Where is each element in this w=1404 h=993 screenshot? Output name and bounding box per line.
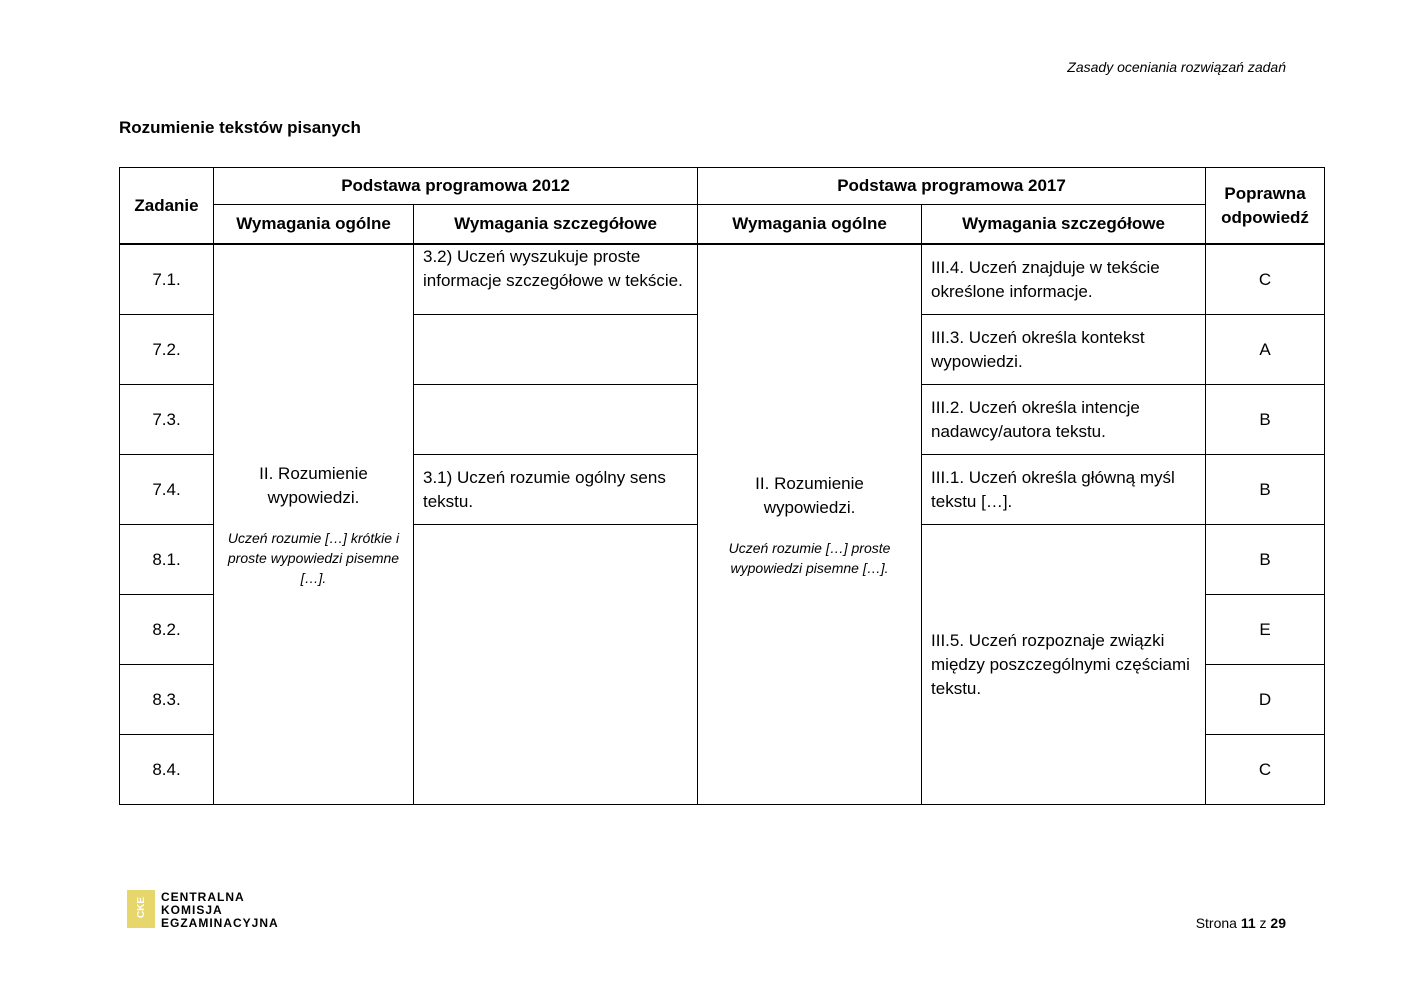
page-total: 29 xyxy=(1270,915,1286,931)
task-number: 8.1. xyxy=(120,525,214,595)
answer-cell: B xyxy=(1206,455,1325,525)
task-number: 7.4. xyxy=(120,455,214,525)
general-2012-cell xyxy=(214,244,414,805)
detailed-2012-cell: 3.2) Uczeń wyszukuje proste informacje szczegółowe w tekście. xyxy=(414,244,698,315)
answer-cell: B xyxy=(1206,525,1325,595)
task-number: 8.4. xyxy=(120,735,214,805)
header-zadanie: Zadanie xyxy=(120,168,214,245)
general-2012-main: II. Rozumienie wypowiedzi. xyxy=(259,463,368,507)
task-number: 7.1. xyxy=(120,244,214,315)
detailed-2017-cell: III.5. Uczeń rozpoznaje związki między poszczególnymi częściami tekstu. xyxy=(922,525,1206,805)
page-sep: z xyxy=(1259,915,1267,931)
detailed-2012-cell xyxy=(414,525,698,805)
page-number xyxy=(1196,915,1286,931)
cke-logo xyxy=(127,890,287,932)
answer-cell: A xyxy=(1206,315,1325,385)
detailed-2017-cell: III.4. Uczeń znajduje w tekście określone informacje. xyxy=(922,244,1206,315)
general-2012-sub: Uczeń rozumie […] krótkie i proste wypowiedzi pisemne […]. xyxy=(227,529,400,586)
detailed-2017-cell: III.3. Uczeń określa kontekst wypowiedzi. xyxy=(922,315,1206,385)
header-answer-label: Poprawna odpowiedź xyxy=(1221,183,1309,227)
detailed-2012-cell: 3.1) Uczeń rozumie ogólny sens tekstu. xyxy=(414,455,698,525)
general-2017-cell xyxy=(698,244,922,805)
cke-logo-line3: EGZAMINACYJNA xyxy=(161,916,279,930)
answer-cell: E xyxy=(1206,595,1325,665)
detailed-2017-cell: III.2. Uczeń określa intencje nadawcy/autora tekstu. xyxy=(922,385,1206,455)
section-title: Rozumienie tekstów pisanych xyxy=(119,118,361,137)
page-label: Strona xyxy=(1195,915,1237,931)
cke-logo-text xyxy=(161,891,279,930)
detailed-2012-cell xyxy=(414,385,698,455)
answer-cell: B xyxy=(1206,385,1325,455)
answer-cell: C xyxy=(1206,244,1325,315)
answer-cell: D xyxy=(1206,665,1325,735)
cke-logo-line1: CENTRALNA xyxy=(161,890,245,904)
task-number: 8.3. xyxy=(120,665,214,735)
header-detailed-2017: Wymagania szczegółowe xyxy=(922,205,1206,245)
detailed-2017-cell: III.1. Uczeń określa główną myśl tekstu […]. xyxy=(922,455,1206,525)
scoring-table xyxy=(119,167,1325,805)
header-answer xyxy=(1206,168,1325,245)
answer-cell: C xyxy=(1206,735,1325,805)
table-row xyxy=(120,244,1325,315)
cke-logo-mark-text: CKE xyxy=(136,896,148,919)
cke-logo-mark xyxy=(127,890,155,928)
task-number: 7.2. xyxy=(120,315,214,385)
header-general-2012: Wymagania ogólne xyxy=(214,205,414,245)
header-group-2012: Podstawa programowa 2012 xyxy=(214,168,698,205)
detailed-2012-cell xyxy=(414,315,698,385)
header-note: Zasady oceniania rozwiązań zadań xyxy=(1067,59,1286,75)
task-number: 8.2. xyxy=(120,595,214,665)
cke-logo-line2: KOMISJA xyxy=(161,903,223,917)
header-detailed-2012: Wymagania szczegółowe xyxy=(414,205,698,245)
header-general-2017: Wymagania ogólne xyxy=(698,205,922,245)
task-number: 7.3. xyxy=(120,385,214,455)
general-2017-main: II. Rozumienie wypowiedzi. xyxy=(755,473,864,517)
page-current: 11 xyxy=(1240,915,1256,931)
header-group-2017: Podstawa programowa 2017 xyxy=(698,168,1206,205)
general-2017-sub: Uczeń rozumie […] proste wypowiedzi pisemne […]. xyxy=(728,539,891,576)
